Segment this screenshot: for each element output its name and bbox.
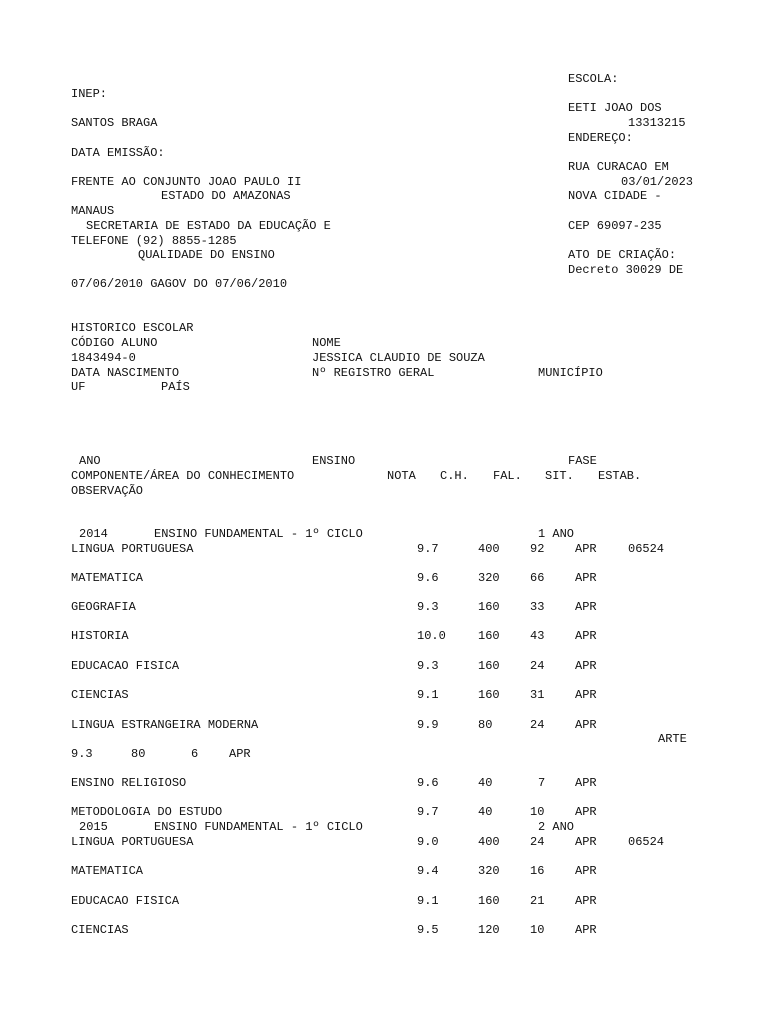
row-nota: 9.6 <box>417 571 439 585</box>
row-sit: APR <box>575 718 597 732</box>
data-emissao-label: DATA EMISSÃO: <box>71 146 165 160</box>
row-sit: APR <box>575 894 597 908</box>
col-ensino: ENSINO <box>312 454 356 468</box>
row-nota: 9.7 <box>417 542 439 556</box>
year-ano: 2014 <box>79 527 108 541</box>
row-ch: 400 <box>478 835 500 849</box>
row-ch: 160 <box>478 688 500 702</box>
row-ch: 40 <box>478 805 493 819</box>
data-nascimento-label: DATA NASCIMENTO <box>71 366 180 380</box>
col-componente: COMPONENTE/ÁREA DO CONHECIMENTO <box>71 469 295 483</box>
ato-value-line1: Decreto 30029 DE <box>568 263 684 277</box>
row-componente: MATEMATICA <box>71 571 144 585</box>
row-ch: 120 <box>478 923 500 937</box>
row-ch: 320 <box>478 864 500 878</box>
row-componente: GEOGRAFIA <box>71 600 136 614</box>
row-fal: 7 <box>538 776 546 790</box>
address-line2: FRENTE AO CONJUNTO JOAO PAULO II <box>71 175 302 189</box>
row-nota: 9.1 <box>417 894 439 908</box>
col-ano: ANO <box>79 454 101 468</box>
row-fal: 33 <box>530 600 545 614</box>
row-sit: APR <box>575 542 597 556</box>
row-nota: 9.5 <box>417 923 439 937</box>
row-fal: 16 <box>530 864 545 878</box>
row-ch: 80 <box>478 718 493 732</box>
row-sit: APR <box>575 571 597 585</box>
year-ensino: ENSINO FUNDAMENTAL - 1º CICLO <box>154 820 363 834</box>
row-fal: 24 <box>530 659 545 673</box>
row-fal: 66 <box>530 571 545 585</box>
row-nota: 9.4 <box>417 864 439 878</box>
row-fal: 31 <box>530 688 545 702</box>
row-componente: ARTE <box>658 732 687 746</box>
row-fal: 92 <box>530 542 545 556</box>
row-sit: APR <box>575 600 597 614</box>
year-ensino: ENSINO FUNDAMENTAL - 1º CICLO <box>154 527 363 541</box>
row-componente: CIENCIAS <box>71 923 129 937</box>
row-componente: LINGUA PORTUGUESA <box>71 542 194 556</box>
row-componente: ENSINO RELIGIOSO <box>71 776 187 790</box>
row-componente: CIENCIAS <box>71 688 129 702</box>
row-sit: APR <box>575 688 597 702</box>
row-componente: METODOLOGIA DO ESTUDO <box>71 805 223 819</box>
pais-label: PAÍS <box>161 380 190 394</box>
row-ch: 40 <box>478 776 493 790</box>
row-nota: 9.6 <box>417 776 439 790</box>
row-ch: 160 <box>478 600 500 614</box>
row-nota: 9.0 <box>417 835 439 849</box>
row-ch: 400 <box>478 542 500 556</box>
registro-geral-label: Nº REGISTRO GERAL <box>312 366 435 380</box>
row-nota: 9.3 <box>417 659 439 673</box>
inep-value: 13313215 <box>628 116 686 130</box>
row-componente: HISTORIA <box>71 629 129 643</box>
year-ano: 2015 <box>79 820 108 834</box>
col-estab: ESTAB. <box>598 469 642 483</box>
col-observacao: OBSERVAÇÃO <box>71 484 144 498</box>
row-sit: APR <box>575 659 597 673</box>
row-componente: EDUCACAO FISICA <box>71 894 180 908</box>
row-ch: 80 <box>131 747 146 761</box>
ato-value-line2: 07/06/2010 GAGOV DO 07/06/2010 <box>71 277 288 291</box>
bairro-text: NOVA CIDADE - <box>568 189 662 203</box>
col-sit: SIT. <box>545 469 574 483</box>
row-fal: 10 <box>530 923 545 937</box>
codigo-aluno-label: CÓDIGO ALUNO <box>71 336 158 350</box>
row-fal: 24 <box>530 835 545 849</box>
col-nota: NOTA <box>387 469 416 483</box>
row-sit: APR <box>575 776 597 790</box>
row-componente: MATEMATICA <box>71 864 144 878</box>
row-fal: 10 <box>530 805 545 819</box>
col-fase: FASE <box>568 454 597 468</box>
row-nota: 9.3 <box>417 600 439 614</box>
nome-value: JESSICA CLAUDIO DE SOUZA <box>312 351 485 365</box>
row-nota: 9.1 <box>417 688 439 702</box>
cep-text: CEP 69097-235 <box>568 219 662 233</box>
year-estab: 06524 <box>628 542 665 556</box>
endereco-label: ENDEREÇO: <box>568 131 633 145</box>
escola-label: ESCOLA: <box>568 72 619 86</box>
cidade-text: MANAUS <box>71 204 115 218</box>
year-fase: 1 ANO <box>538 527 575 541</box>
telefone-text: TELEFONE (92) 8855-1285 <box>71 234 237 248</box>
secretaria-line1: SECRETARIA DE ESTADO DA EDUCAÇÃO E <box>86 219 331 233</box>
section-title: HISTORICO ESCOLAR <box>71 321 194 335</box>
row-ch: 160 <box>478 894 500 908</box>
nome-label: NOME <box>312 336 341 350</box>
inep-label: INEP: <box>71 87 108 101</box>
row-sit: APR <box>575 864 597 878</box>
escola-name-line2: SANTOS BRAGA <box>71 116 158 130</box>
address-line1: RUA CURACAO EM <box>568 160 669 174</box>
row-sit: APR <box>575 835 597 849</box>
row-ch: 320 <box>478 571 500 585</box>
uf-label: UF <box>71 380 86 394</box>
col-ch: C.H. <box>440 469 469 483</box>
row-nota: 9.7 <box>417 805 439 819</box>
estado-text: ESTADO DO AMAZONAS <box>161 189 291 203</box>
row-ch: 160 <box>478 629 500 643</box>
ato-label: ATO DE CRIAÇÃO: <box>568 248 677 262</box>
row-ch: 160 <box>478 659 500 673</box>
secretaria-line2: QUALIDADE DO ENSINO <box>138 248 275 262</box>
row-nota: 9.3 <box>71 747 93 761</box>
row-sit: APR <box>575 629 597 643</box>
row-sit: APR <box>575 923 597 937</box>
row-nota: 10.0 <box>417 629 446 643</box>
row-sit: APR <box>229 747 251 761</box>
escola-name-line1: EETI JOAO DOS <box>568 101 662 115</box>
row-nota: 9.9 <box>417 718 439 732</box>
row-fal: 24 <box>530 718 545 732</box>
year-estab: 06524 <box>628 835 665 849</box>
codigo-aluno-value: 1843494-0 <box>71 351 136 365</box>
row-componente: LINGUA PORTUGUESA <box>71 835 194 849</box>
year-fase: 2 ANO <box>538 820 575 834</box>
data-emissao-value: 03/01/2023 <box>621 175 694 189</box>
row-componente: LINGUA ESTRANGEIRA MODERNA <box>71 718 259 732</box>
row-fal: 43 <box>530 629 545 643</box>
row-fal: 6 <box>191 747 199 761</box>
col-fal: FAL. <box>493 469 522 483</box>
row-fal: 21 <box>530 894 545 908</box>
municipio-label: MUNICÍPIO <box>538 366 603 380</box>
row-componente: EDUCACAO FISICA <box>71 659 180 673</box>
row-sit: APR <box>575 805 597 819</box>
